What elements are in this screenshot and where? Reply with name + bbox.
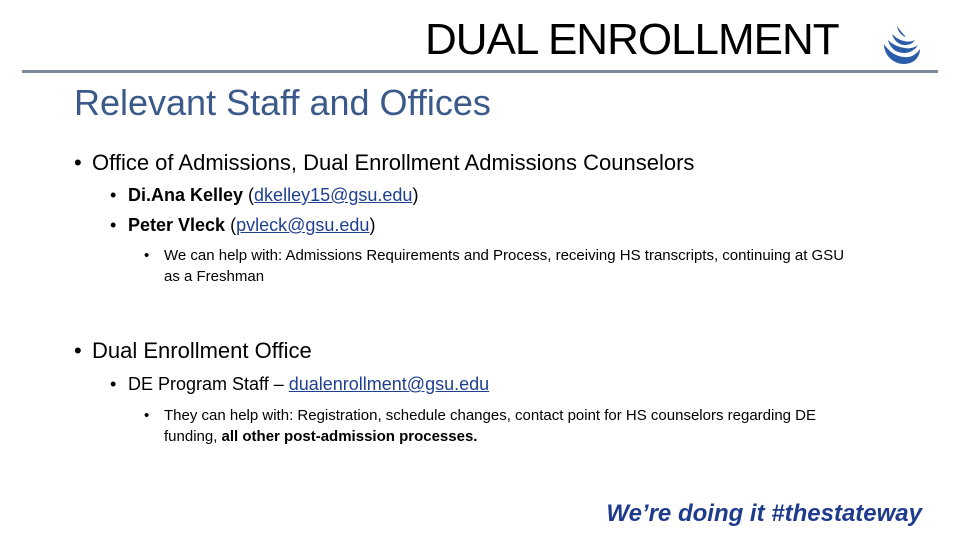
- section-heading-admissions: [74, 150, 694, 176]
- email-link[interactable]: dkelley15@gsu.edu: [254, 185, 413, 205]
- contact-item: [110, 374, 489, 395]
- bullet: •: [74, 338, 82, 363]
- email-link[interactable]: pvleck@gsu.edu: [236, 215, 370, 235]
- contact-item: [110, 215, 375, 236]
- help-note-text: We can help with: Admissions Requirements and Process, receiving HS transcripts, continuing at GSU as a Freshman: [164, 247, 845, 285]
- header-divider: [22, 70, 938, 73]
- contact-item: [110, 185, 418, 206]
- bullet: •: [74, 150, 82, 175]
- bullet: •: [110, 374, 117, 394]
- help-note-de-office: [144, 405, 844, 445]
- header-title: DUAL ENROLLMENT: [425, 15, 839, 64]
- help-note-admissions: [144, 245, 845, 285]
- bullet: •: [110, 185, 117, 205]
- section-heading-de-office: [74, 338, 312, 364]
- paren-close: ): [369, 215, 376, 235]
- paren-open: (: [225, 215, 237, 235]
- contact-label: DE Program Staff –: [128, 374, 289, 394]
- contact-name: Di.Ana Kelley: [128, 185, 244, 205]
- gsu-flame-logo-icon: [878, 22, 924, 68]
- section-heading-text: Office of Admissions, Dual Enrollment Admissions Counselors: [92, 150, 695, 175]
- footer-tagline: We’re doing it #thestateway: [606, 500, 922, 527]
- help-note-text-wrap: [164, 405, 854, 447]
- bullet: •: [144, 247, 150, 264]
- email-link[interactable]: dualenrollment@gsu.edu: [288, 374, 490, 394]
- bullet: •: [110, 215, 117, 235]
- help-note-bold-text: all other post-admission processes.: [221, 428, 478, 445]
- slide-title: Relevant Staff and Offices: [74, 82, 491, 123]
- paren-open: (: [243, 185, 255, 205]
- bullet: •: [144, 407, 150, 424]
- contact-name: Peter Vleck: [128, 215, 226, 235]
- paren-close: ): [412, 185, 419, 205]
- section-heading-text: Dual Enrollment Office: [92, 338, 312, 363]
- help-note-text: They can help with: Registration, schedule changes, contact point for HS counselors regarding DE funding,: [164, 407, 817, 445]
